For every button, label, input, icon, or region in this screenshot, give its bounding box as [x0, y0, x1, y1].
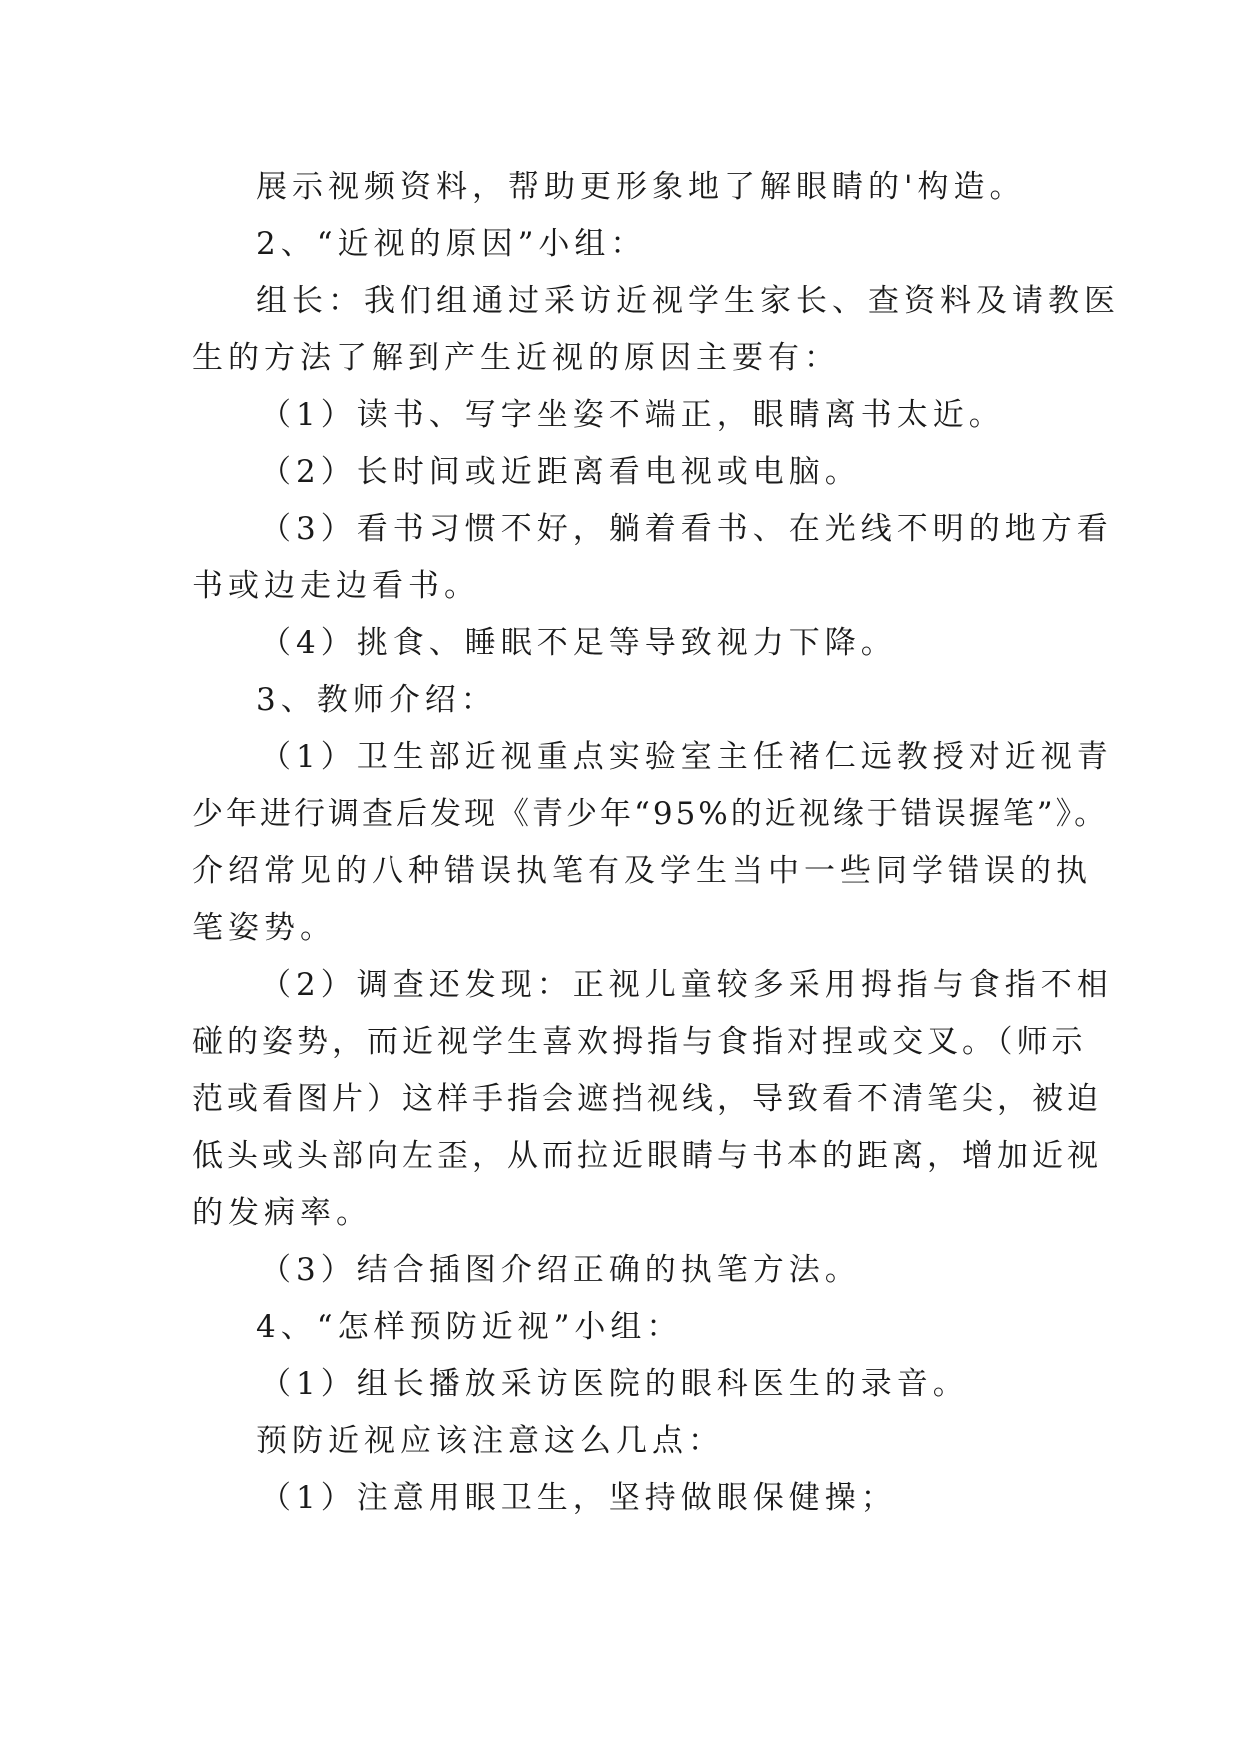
list-item: （2）长时间或近距离看电视或电脑。 [260, 454, 861, 490]
list-item: （3）结合插图介绍正确的执笔方法。 [260, 1252, 861, 1288]
list-item: （3）看书习惯不好，躺着看书、在光线不明的地方看 [260, 511, 1113, 547]
text-line: 预防近视应该注意这么几点： [256, 1423, 724, 1459]
list-item: （4）挑食、睡眠不足等导致视力下降。 [260, 625, 897, 661]
list-item: （1）组长播放采访医院的眼科医生的录音。 [260, 1366, 969, 1402]
section-heading: 2、“近视的原因”小组： [256, 226, 647, 262]
text-line: 展示视频资料，帮助更形象地了解眼睛的'构造。 [256, 169, 1026, 205]
text-line: 书或边走边看书。 [192, 568, 480, 604]
list-item: （1）注意用眼卫生，坚持做眼保健操； [260, 1480, 897, 1516]
text-line: 组长：我们组通过采访近视学生家长、查资料及请教医 [256, 283, 1120, 319]
text-line: 生的方法了解到产生近视的原因主要有： [192, 340, 840, 376]
text-line: 范或看图片）这样手指会遮挡视线，导致看不清笔尖，被迫 [192, 1081, 1102, 1117]
text-line: 低头或头部向左歪，从而拉近眼睛与书本的距离，增加近视 [192, 1138, 1102, 1174]
list-item: （1）卫生部近视重点实验室主任褚仁远教授对近视青 [260, 739, 1113, 775]
text-line: 介绍常见的八种错误执笔有及学生当中一些同学错误的执 [192, 853, 1092, 889]
list-item: （2）调查还发现：正视儿童较多采用拇指与食指不相 [260, 967, 1113, 1003]
section-heading: 3、教师介绍： [256, 682, 497, 718]
text-line: 笔姿势。 [192, 910, 336, 946]
text-line: 少年进行调查后发现《青少年“95%的近视缘于错误握笔”》。 [192, 796, 1109, 832]
list-item: （1）读书、写字坐姿不端正，眼睛离书太近。 [260, 397, 1005, 433]
text-line: 碰的姿势，而近视学生喜欢拇指与食指对捏或交叉。（师示 [192, 1024, 1087, 1060]
text-line: 的发病率。 [192, 1195, 372, 1231]
section-heading: 4、“怎样预防近视”小组： [256, 1309, 683, 1345]
